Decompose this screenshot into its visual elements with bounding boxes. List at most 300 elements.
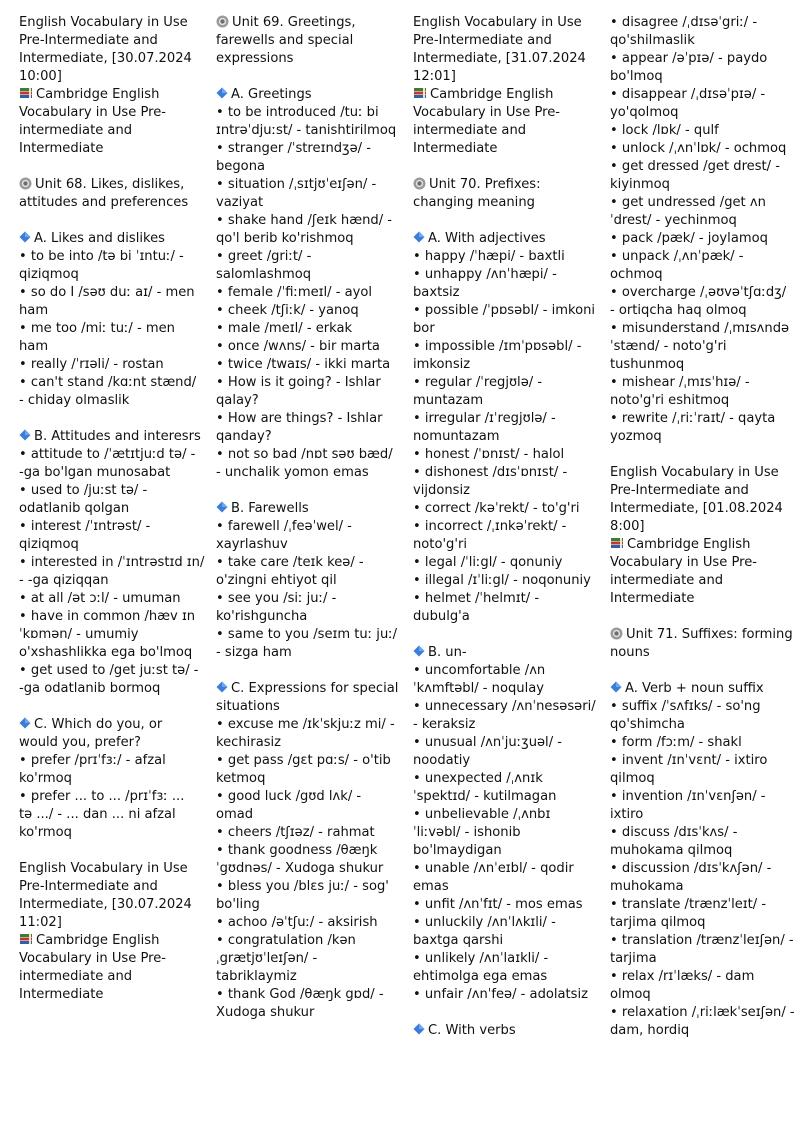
line-text: • prefer /prɪˈfɜː/ - afzal [19, 753, 166, 768]
text-line [413, 788, 591, 806]
text-line [216, 752, 394, 770]
text-line [413, 68, 591, 86]
text-line [413, 500, 591, 518]
line-text: odatlanib qolgan [19, 501, 130, 516]
text-line [19, 518, 197, 536]
line-text: dubulg'a [413, 609, 470, 624]
text-line [216, 176, 394, 194]
text-line [216, 410, 394, 428]
text-line [610, 266, 788, 284]
text-line [610, 482, 788, 500]
line-text: • happy /ˈhæpi/ - baxtli [413, 249, 565, 264]
spacer [19, 212, 197, 230]
text-line [19, 896, 197, 914]
line-text: • can't stand /kɑːnt stænd/ [19, 375, 197, 390]
line-text: olmoq [610, 987, 651, 1002]
line-text: • prefer ... to ... /prɪˈfɜː ... [19, 789, 185, 804]
line-text: • get pass /gɛt pɑːs/ - o'tib [216, 753, 391, 768]
text-line [413, 302, 596, 320]
line-text: • achoo /əˈtʃuː/ - aksirish [216, 915, 378, 930]
text-line [216, 248, 394, 266]
text-line [413, 284, 591, 302]
line-text: qo'shimcha [610, 717, 685, 732]
text-line [413, 536, 591, 554]
blue-diamond-icon [610, 681, 622, 693]
line-text: o'zingni ehtiyot qil [216, 573, 337, 588]
text-block [413, 14, 591, 86]
line-text: expressions [216, 51, 294, 66]
text-line [216, 626, 398, 644]
text-line [216, 914, 394, 932]
text-block [610, 14, 788, 446]
unit-heading [413, 176, 591, 212]
line-text: • impossible /ɪmˈpɒsəbl/ - [413, 339, 582, 354]
line-text: salomlashmoq [216, 267, 312, 282]
line-text: muntazam [413, 393, 484, 408]
text-line [216, 212, 394, 230]
line-text: yozmoq [610, 429, 662, 444]
text-line [19, 14, 197, 32]
line-text: • rewrite /ˌriːˈraɪt/ - qayta [610, 411, 776, 426]
text-line [610, 428, 788, 446]
text-block [216, 104, 397, 482]
book-title [19, 86, 197, 158]
line-text: • female /ˈfiːmeɪl/ - ayol [216, 285, 373, 300]
text-line [19, 50, 197, 68]
line-text: Unit 70. Prefixes: [429, 177, 541, 192]
text-line [19, 68, 197, 86]
radio-button-icon [610, 627, 623, 640]
line-text: intermediate and [19, 969, 133, 984]
text-line [413, 140, 591, 158]
text-line [216, 572, 394, 590]
line-text: - keraksiz [413, 717, 476, 732]
text-line [216, 896, 394, 914]
text-line [19, 356, 197, 374]
text-line [216, 320, 394, 338]
line-text: • lock /lɒk/ - qulf [610, 123, 719, 138]
text-line [610, 194, 788, 212]
line-text: • unnecessary /ʌnˈnesəsəri/ [413, 699, 596, 714]
text-block [19, 248, 197, 410]
line-text: • legal /ˈliːgl/ - qonuniy [413, 555, 563, 570]
text-line [19, 122, 197, 140]
text-line [216, 932, 394, 950]
line-text: Pre-Intermediate and [413, 33, 552, 48]
text-line [19, 374, 197, 392]
blue-diamond-icon [216, 501, 228, 513]
text-line [413, 14, 591, 32]
text-line [610, 896, 788, 914]
line-text: Vocabulary in Use Pre- [19, 105, 167, 120]
text-line [216, 230, 394, 248]
line-text: 11:02] [19, 915, 62, 930]
line-text: tushunmoq [610, 357, 685, 372]
text-line [216, 446, 394, 464]
text-line [216, 842, 394, 860]
text-line [610, 86, 788, 104]
text-line [19, 662, 197, 680]
line-text: - ortiqcha haq olmoq [610, 303, 747, 318]
line-text: • attitude to /ˈætɪtjuːd tə/ - [19, 447, 196, 462]
line-text: -ga odatlanib bormoq [19, 681, 161, 696]
text-line [413, 1022, 591, 1040]
line-text: baxtga qarshi [413, 933, 504, 948]
text-line [216, 14, 394, 32]
spacer [216, 482, 394, 500]
text-block [413, 662, 596, 1004]
spacer [19, 698, 197, 716]
line-text: muhokama [610, 879, 684, 894]
line-text: qiziqmoq [19, 537, 79, 552]
line-text: • honest /ˈɒnɪst/ - halol [413, 447, 565, 462]
line-text: situations [216, 699, 280, 714]
line-text: • so do I /səʊ duː aɪ/ - men [19, 285, 195, 300]
line-text: • at all /ət ɔːl/ - umuman [19, 591, 181, 606]
line-text: • misunderstand /ˌmɪsʌndə [610, 321, 790, 336]
line-text: • How are things? - Ishlar [216, 411, 383, 426]
text-line [19, 464, 197, 482]
line-text: attitudes and preferences [19, 195, 189, 210]
line-text: • mishear /ˌmɪsˈhɪə/ - [610, 375, 750, 390]
line-text: ketmoq [216, 771, 266, 786]
text-line [413, 482, 591, 500]
line-text: • unfair /ʌnˈfeə/ - adolatsiz [413, 987, 589, 1002]
text-line [610, 158, 788, 176]
line-text: ixtiro [610, 807, 644, 822]
line-text: C. Expressions for special [231, 681, 399, 696]
column-1 [19, 14, 205, 1004]
line-text: • unpack /ˌʌnˈpæk/ - [610, 249, 744, 264]
line-text: B. un- [428, 645, 467, 660]
line-text: begona [216, 159, 266, 174]
line-text: • translate /trænzˈleɪt/ - [610, 897, 767, 912]
line-text: ˈliːvəbl/ - ishonib [413, 825, 521, 840]
line-text: ˈstænd/ - noto'g'ri [610, 339, 727, 354]
line-text: A. Greetings [231, 87, 312, 102]
line-text: ko'rmoq [19, 825, 72, 840]
line-text: English Vocabulary in Use [610, 465, 779, 480]
line-text: • excuse me /ɪkˈskjuːz mi/ - [216, 717, 395, 732]
line-text: imkonsiz [413, 357, 471, 372]
line-text: B. Attitudes and interesrs [34, 429, 201, 444]
line-text: A. With adjectives [428, 231, 546, 246]
line-text: kechirasiz [216, 735, 282, 750]
text-line [610, 140, 788, 158]
text-line [413, 32, 591, 50]
book-stack-icon [19, 933, 33, 945]
line-text: • get undressed /get ʌn [610, 195, 766, 210]
text-line [413, 518, 591, 536]
text-line [19, 176, 197, 194]
line-text: Cambridge English [36, 933, 160, 948]
spacer [19, 842, 197, 860]
text-line [610, 572, 788, 590]
line-text: qilmoq [610, 771, 655, 786]
radio-button-icon [413, 177, 426, 190]
blue-diamond-icon [413, 231, 425, 243]
spacer [413, 158, 591, 176]
line-text: • get dressed /get drest/ - [610, 159, 780, 174]
text-line [19, 32, 197, 50]
text-line [413, 590, 591, 608]
line-text: • shake hand /ʃeɪk hænd/ - [216, 213, 392, 228]
line-text: 8:00] [610, 519, 645, 534]
text-line [19, 878, 197, 896]
spacer [610, 608, 788, 626]
line-text: Unit 71. Suffixes: forming [626, 627, 793, 642]
line-text: • translation /trænzˈleɪʃən/ - [610, 933, 794, 948]
text-line [610, 1004, 795, 1022]
text-line [610, 464, 788, 482]
text-line [19, 536, 197, 554]
line-text: Cambridge English [627, 537, 751, 552]
line-text: • twice /twaɪs/ - ikki marta [216, 357, 391, 372]
line-text: • invention /ɪnˈvɛnʃən/ - [610, 789, 766, 804]
text-line [19, 320, 197, 338]
text-block [19, 734, 197, 842]
text-line [610, 284, 788, 302]
text-line [610, 338, 788, 356]
text-line [610, 320, 788, 338]
unit-heading [216, 14, 394, 68]
line-text: • see you /siː juː/ - [216, 591, 337, 606]
line-text: ham [19, 339, 49, 354]
text-line [610, 248, 788, 266]
book-stack-icon [19, 87, 33, 99]
line-text: • regular /ˈregjʊlə/ - [413, 375, 543, 390]
line-text: • used to /juːst tə/ - [19, 483, 148, 498]
line-text: English Vocabulary in Use [19, 15, 188, 30]
text-line [216, 770, 394, 788]
text-line [413, 860, 591, 878]
line-text: 10:00] [19, 69, 62, 84]
text-block [413, 248, 596, 626]
line-text: ko'rishguncha [216, 609, 308, 624]
text-line [216, 140, 394, 158]
section-heading [19, 716, 197, 734]
text-line [610, 356, 788, 374]
text-line [19, 104, 197, 122]
unit-heading [610, 626, 793, 662]
text-line [610, 680, 788, 698]
text-line [610, 392, 788, 410]
text-line [413, 104, 591, 122]
text-line [413, 716, 591, 734]
line-text: intermediate and [413, 123, 527, 138]
line-text: • male /meɪl/ - erkak [216, 321, 353, 336]
text-line [19, 302, 197, 320]
line-text: yo'qolmoq [610, 105, 679, 120]
text-line [216, 302, 394, 320]
text-line [610, 50, 788, 68]
text-line [413, 878, 591, 896]
line-text: • greet /griːt/ - [216, 249, 312, 264]
text-line [19, 482, 197, 500]
text-line [413, 374, 591, 392]
line-text: bo'lmoq [610, 69, 663, 84]
line-text: Vocabulary in Use Pre- [610, 555, 758, 570]
line-text: • cheers /tʃɪəz/ - rahmat [216, 825, 375, 840]
line-text: ˈdrest/ - yechinmoq [610, 213, 737, 228]
line-text: • interest /ˈɪntrəst/ - [19, 519, 151, 534]
text-line [413, 410, 591, 428]
text-line [216, 860, 394, 878]
text-line [413, 968, 591, 986]
text-line [19, 752, 197, 770]
section-heading [413, 644, 591, 662]
line-text: vijdonsiz [413, 483, 470, 498]
line-text: • How is it going? - Ishlar [216, 375, 381, 390]
text-line [610, 644, 788, 662]
line-text: Intermediate, [30.07.2024 [19, 897, 192, 912]
text-line [216, 374, 394, 392]
line-text: ko'rmoq [19, 771, 72, 786]
line-text: Intermediate [413, 141, 498, 156]
text-line [413, 644, 591, 662]
line-text: • appear /əˈpɪə/ - paydo [610, 51, 768, 66]
line-text: • unhappy /ʌnˈhæpi/ - [413, 267, 557, 282]
text-line [216, 680, 399, 698]
text-line [19, 140, 197, 158]
text-line [19, 428, 201, 446]
text-line [216, 500, 394, 518]
line-text: • unbelievable /ˌʌnbɪ [413, 807, 551, 822]
line-text: qanday? [216, 429, 272, 444]
section-heading [19, 428, 201, 446]
text-block [610, 698, 795, 1040]
text-line [19, 824, 197, 842]
line-text: • unfit /ʌnˈfɪt/ - mos emas [413, 897, 583, 912]
line-text: Pre-Intermediate and [19, 33, 158, 48]
line-text: • unlikely /ʌnˈlaɪkli/ - [413, 951, 549, 966]
book-stack-icon [413, 87, 427, 99]
line-text: - chiday olmaslik [19, 393, 130, 408]
text-line [19, 932, 197, 950]
line-text: omad [216, 807, 254, 822]
line-text: Cambridge English [430, 87, 554, 102]
text-line [216, 806, 394, 824]
text-line [610, 842, 788, 860]
text-line [413, 464, 591, 482]
text-line [216, 284, 394, 302]
text-line [19, 968, 197, 986]
text-line [610, 302, 788, 320]
text-line [19, 950, 197, 968]
text-line [610, 698, 788, 716]
line-text: Pre-Intermediate and [610, 483, 749, 498]
line-text: qalay? [216, 393, 259, 408]
text-line [413, 194, 591, 212]
line-text: Cambridge English [36, 87, 160, 102]
text-line [19, 86, 197, 104]
line-text: • form /fɔːm/ - shakl [610, 735, 742, 750]
text-line [413, 986, 591, 1004]
line-text: emas [413, 879, 449, 894]
line-text: • have in common /hæv ɪn [19, 609, 196, 624]
spacer [413, 1004, 591, 1022]
line-text: Unit 69. Greetings, [232, 15, 356, 30]
text-line [413, 824, 591, 842]
text-line [19, 230, 197, 248]
text-line [216, 698, 394, 716]
text-line [216, 734, 394, 752]
text-line [610, 734, 788, 752]
line-text: • unable /ʌnˈeɪbl/ - qodir [413, 861, 574, 876]
spacer [19, 410, 197, 428]
line-text: • me too /miː tuː/ - men [19, 321, 175, 336]
line-text: • overcharge /ˌəʊvəˈtʃɑːdʒ/ [610, 285, 787, 300]
section-heading [413, 1022, 591, 1040]
line-text: Intermediate [19, 141, 104, 156]
spacer [216, 662, 394, 680]
text-line [413, 122, 591, 140]
text-line [413, 806, 591, 824]
line-text: changing meaning [413, 195, 535, 210]
text-line [610, 590, 788, 608]
text-line [216, 194, 394, 212]
line-text: dam, hordiq [610, 1023, 690, 1038]
section-heading [610, 680, 788, 698]
text-line [216, 338, 394, 356]
text-line [413, 842, 591, 860]
line-text: • suffix /ˈsʌfɪks/ - so'ng [610, 699, 761, 714]
text-line [413, 50, 591, 68]
text-line [413, 338, 591, 356]
text-line [216, 32, 394, 50]
text-line [413, 176, 591, 194]
text-line [19, 806, 197, 824]
text-line [413, 752, 591, 770]
line-text: Vocabulary in Use Pre- [19, 951, 167, 966]
text-line [19, 338, 197, 356]
line-text: bo'ling [216, 897, 260, 912]
text-line [19, 284, 197, 302]
text-line [413, 914, 591, 932]
text-line [610, 1022, 788, 1040]
line-text: muhokama qilmoq [610, 843, 733, 858]
line-text: • to be into /tə bi ˈɪntuː/ - [19, 249, 184, 264]
text-line [216, 554, 394, 572]
line-text: English Vocabulary in Use [19, 861, 188, 876]
text-block [19, 14, 197, 86]
text-line [19, 590, 197, 608]
line-text: • irregular /ɪˈregjʊlə/ - [413, 411, 556, 426]
line-text: Unit 68. Likes, dislikes, [35, 177, 185, 192]
text-line [216, 518, 394, 536]
text-line [19, 626, 197, 644]
text-line [413, 86, 591, 104]
line-text: • invent /ɪnˈvɛnt/ - ixtiro [610, 753, 768, 768]
line-text: • stranger /ˈstreɪndʒə/ - [216, 141, 371, 156]
line-text: Intermediate [610, 591, 695, 606]
text-line [610, 104, 788, 122]
line-text: Vocabulary in Use Pre- [413, 105, 561, 120]
text-line [216, 1004, 394, 1022]
line-text: noodatiy [413, 753, 471, 768]
line-text: noto'g'ri eshitmoq [610, 393, 730, 408]
text-line [19, 770, 197, 788]
line-text: • take care /teɪk keə/ - [216, 555, 364, 570]
text-line [610, 626, 793, 644]
line-text: • farewell /ˌfeəˈwel/ - [216, 519, 352, 534]
line-text: • dishonest /dɪsˈɒnɪst/ - [413, 465, 568, 480]
line-text: xayrlashuv [216, 537, 288, 552]
line-text: • unlock /ˌʌnˈlɒk/ - ochmoq [610, 141, 787, 156]
line-text: • disagree /ˌdɪsəˈgriː/ - [610, 15, 758, 30]
text-line [413, 320, 591, 338]
line-text: • not so bad /nɒt səʊ bæd/ [216, 447, 393, 462]
